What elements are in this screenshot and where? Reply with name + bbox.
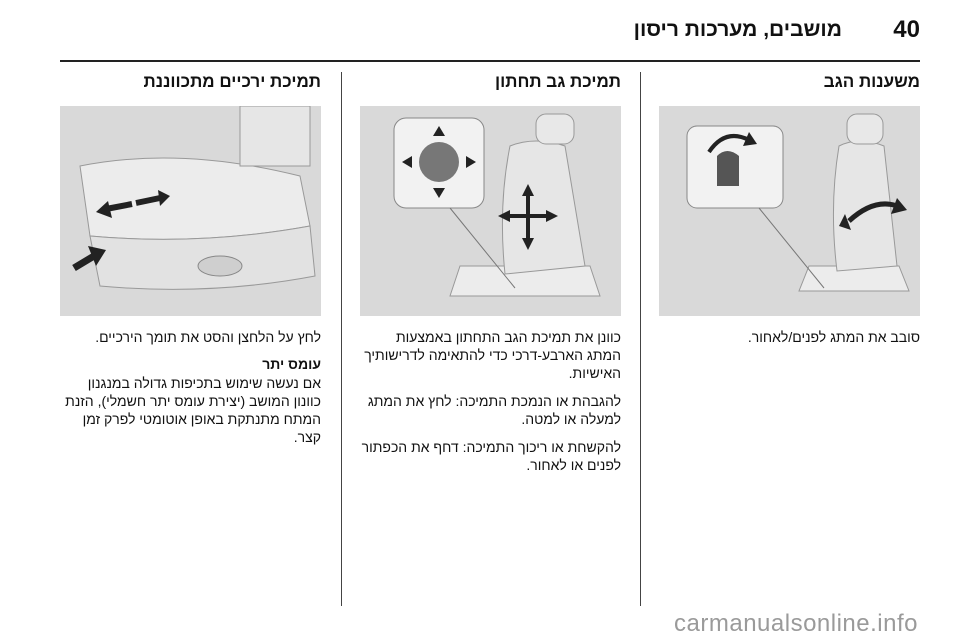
lumbar-illustration <box>360 106 621 316</box>
page-number: 40 <box>893 16 920 43</box>
column-backrest <box>659 72 920 356</box>
column-lumbar <box>360 72 621 484</box>
section-heading: משענות הגב <box>823 72 920 91</box>
page-title: מושבים, מערכות ריסון <box>633 18 842 41</box>
column-divider <box>341 72 342 606</box>
page-header <box>60 14 920 54</box>
backrest-illustration <box>659 106 920 316</box>
watermark: carmanualsonline.info <box>674 610 918 637</box>
header-rule <box>60 60 920 62</box>
instruction-text: לחץ על הלחצן והסט את תומך הירכיים. <box>95 329 321 345</box>
column-divider <box>640 72 641 606</box>
overload-text: אם נעשה שימוש בתכיפות גדולה במנגנון כוונון המושב (יצירת עומס יתר חשמלי), הזנת המתח מתנתקת באופן אוטומטי לפרק זמן קצר. <box>65 375 321 445</box>
instruction-text: כוונן את תמיכת הגב התחתון באמצעות המתג הארבע-דרכי כדי להתאימה לדרישותיך האישיות. <box>364 329 621 381</box>
instruction-text: להגבהת או הנמכת התמיכה: לחץ את המתג למעלה או למטה. <box>367 393 621 427</box>
section-heading: תמיכת ירכיים מתכווננת <box>143 72 321 91</box>
thigh-support-illustration <box>60 106 321 316</box>
column-thigh-support <box>60 72 321 456</box>
subheading-overload: עומס יתר <box>262 356 321 372</box>
instruction-text: סובב את המתג לפנים/לאחור. <box>747 329 920 345</box>
section-heading: תמיכת גב תחתון <box>495 72 621 91</box>
instruction-text: להקשחת או ריכוך התמיכה: דחף את הכפתור לפנים או לאחור. <box>361 439 621 473</box>
